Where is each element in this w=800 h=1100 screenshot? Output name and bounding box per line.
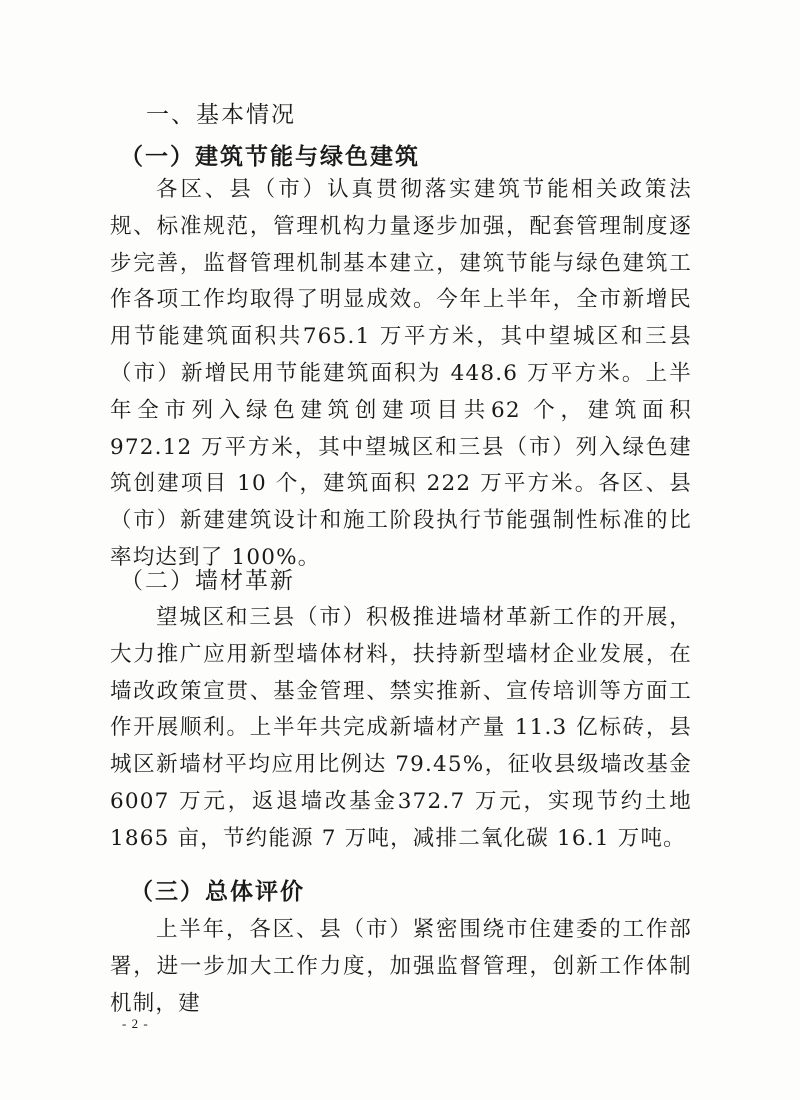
subsection-title-2: （二）墙材革新 — [120, 568, 295, 594]
section-title: 一、基本情况 — [146, 102, 296, 128]
page-number: - 2 - — [122, 1016, 149, 1031]
subsection-paragraph-3: 上半年，各区、县（市）紧密围绕市住建委的工作部署，进一步加大工作力度，加强监督管理，创新工作体制机制，建 — [110, 917, 692, 1016]
subsection-paragraph-2: 望城区和三县（市）积极推进墙材革新工作的开展，大力推广应用新型墙体材料，扶持新型墙材企业发展，在墙改政策宣贯、基金管理、禁实推新、宣传培训等方面工作开展顺利。上半年共完成新墙材产量 11.3 亿标砖，县城区新墙材平均应用比例达 79.45%，征收县级墙改基金 6007 万元，返退墙改基金372.7 万元，实现节约土地 1865 亩，节约能源 7 万吨，减排二氧化碳 16.1 万吨。 — [110, 605, 692, 851]
subsection-title-3: （三）总体评价 — [130, 878, 305, 905]
subsection-title-1: （一）建筑节能与绿色建筑 — [120, 143, 420, 170]
subsection-paragraph-1: 各区、县（市）认真贯彻落实建筑节能相关政策法规、标准规范，管理机构力量逐步加强，配套管理制度逐步完善，监督管理机制基本建立，建筑节能与绿色建筑工作各项工作均取得了明显成效。今年上半年，全市新增民用节能建筑面积共765.1 万平方米，其中望城区和三县（市）新增民用节能建筑面积为 448.6 万平方米。上半年全市列入绿色建筑创建项目共62 个，建筑面积 972.12 万平方米，其中望城区和三县（市）列入绿色建筑创建项目 10 个，建筑面积 222 万平方米。各区、县（市）新建建筑设计和施工阶段执行节能强制性标准的比率均达到了 100%。 — [110, 177, 692, 570]
